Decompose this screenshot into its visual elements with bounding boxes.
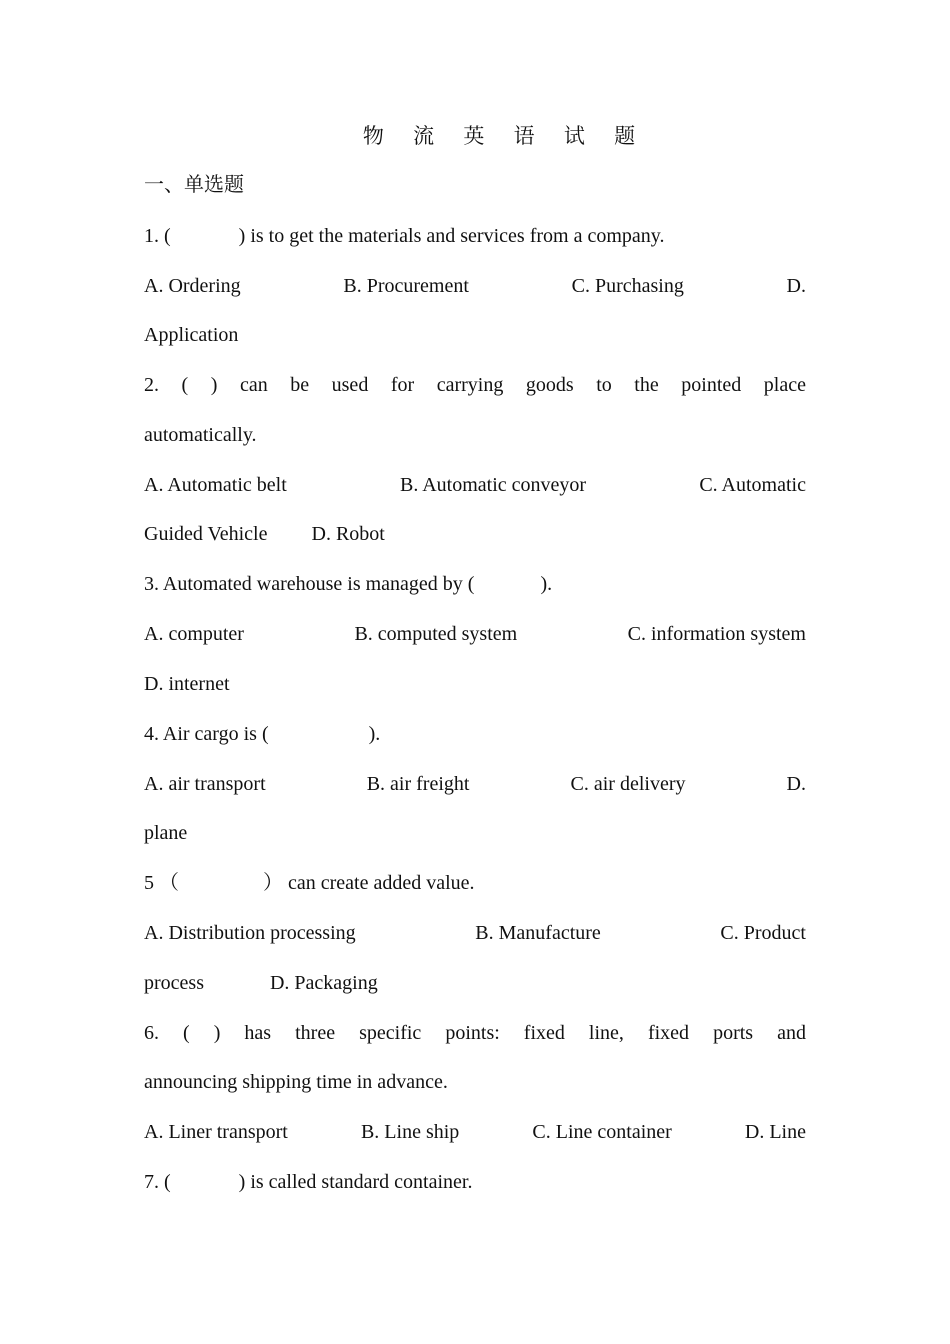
question-7-stem-end: ) is called standard container. [238, 1171, 473, 1193]
question-3-stem [144, 571, 806, 597]
question-4-stem-end: ). [368, 723, 381, 745]
question-2-option-c: C. Automatic [699, 474, 806, 496]
question-1-option-c: C. Purchasing [571, 275, 684, 297]
question-1-option-d-continuation: Application [144, 324, 239, 346]
question-3-option-d: D. internet [144, 673, 230, 695]
question-2-option-b: B. Automatic conveyor [400, 474, 587, 496]
question-3-stem-start: 3. Automated warehouse is managed by ( [144, 573, 475, 595]
question-1-stem [144, 223, 806, 249]
document-title: 物 流 英 语 试 题 [362, 124, 648, 148]
question-1-options [144, 273, 806, 299]
question-2-options [144, 472, 806, 498]
question-4-option-b: B. air freight [366, 773, 470, 795]
question-5-option-a: A. Distribution processing [144, 922, 356, 944]
question-1-option-a: A. Ordering [144, 275, 241, 297]
question-7-stem [144, 1169, 806, 1195]
question-6-option-a: A. Liner transport [144, 1121, 288, 1143]
question-2-stem: 2. ( ) can be used for carrying goods to the pointed place [144, 374, 806, 396]
question-4-options [144, 771, 806, 797]
question-4-stem [144, 721, 806, 747]
question-5-stem-end: ） can create added value. [263, 872, 475, 894]
question-4-option-a: A. air transport [144, 773, 266, 795]
question-7-stem-start: 7. ( [144, 1171, 171, 1193]
question-4-option-d: D. [786, 773, 806, 795]
question-6-option-c: C. Line container [532, 1121, 672, 1143]
question-3-option-b: B. computed system [354, 623, 518, 645]
question-1-stem-start: 1. ( [144, 225, 171, 247]
question-2-continuation [144, 521, 806, 547]
question-5-stem-start: 5 （ [144, 872, 179, 894]
question-6-option-b: B. Line ship [360, 1121, 460, 1143]
question-3-stem-end: ). [540, 573, 553, 595]
question-6-stem-continuation: announcing shipping time in advance. [144, 1071, 448, 1093]
section-heading: 一、单选题 [144, 174, 244, 196]
question-2-option-d: D. Robot [311, 523, 385, 545]
question-2-option-c-continuation: Guided Vehicle [144, 523, 268, 545]
question-1-option-b: B. Procurement [343, 275, 469, 297]
question-6-options [144, 1119, 806, 1145]
question-5-options [144, 920, 806, 946]
question-5-option-c: C. Product [720, 922, 806, 944]
question-5-stem [144, 870, 806, 896]
question-5-option-c-continuation: process [144, 972, 204, 994]
question-2-stem-continuation: automatically. [144, 424, 257, 446]
question-4-stem-start: 4. Air cargo is ( [144, 723, 269, 745]
question-3-option-a: A. computer [144, 623, 244, 645]
question-1-stem-end: ) is to get the materials and services from a company. [238, 225, 665, 247]
question-5-option-b: B. Manufacture [475, 922, 601, 944]
question-6-option-d: D. Line [744, 1121, 806, 1143]
question-1-option-d: D. [786, 275, 806, 297]
question-3-options [144, 621, 806, 647]
question-4-option-c: C. air delivery [570, 773, 686, 795]
question-5-option-d: D. Packaging [269, 972, 378, 994]
question-6-stem: 6. ( ) has three specific points: fixed line, fixed ports and [144, 1022, 806, 1044]
question-4-option-d-continuation: plane [144, 822, 188, 844]
question-2-option-a: A. Automatic belt [144, 474, 287, 496]
question-5-continuation [144, 970, 806, 996]
question-3-option-c: C. information system [627, 623, 806, 645]
